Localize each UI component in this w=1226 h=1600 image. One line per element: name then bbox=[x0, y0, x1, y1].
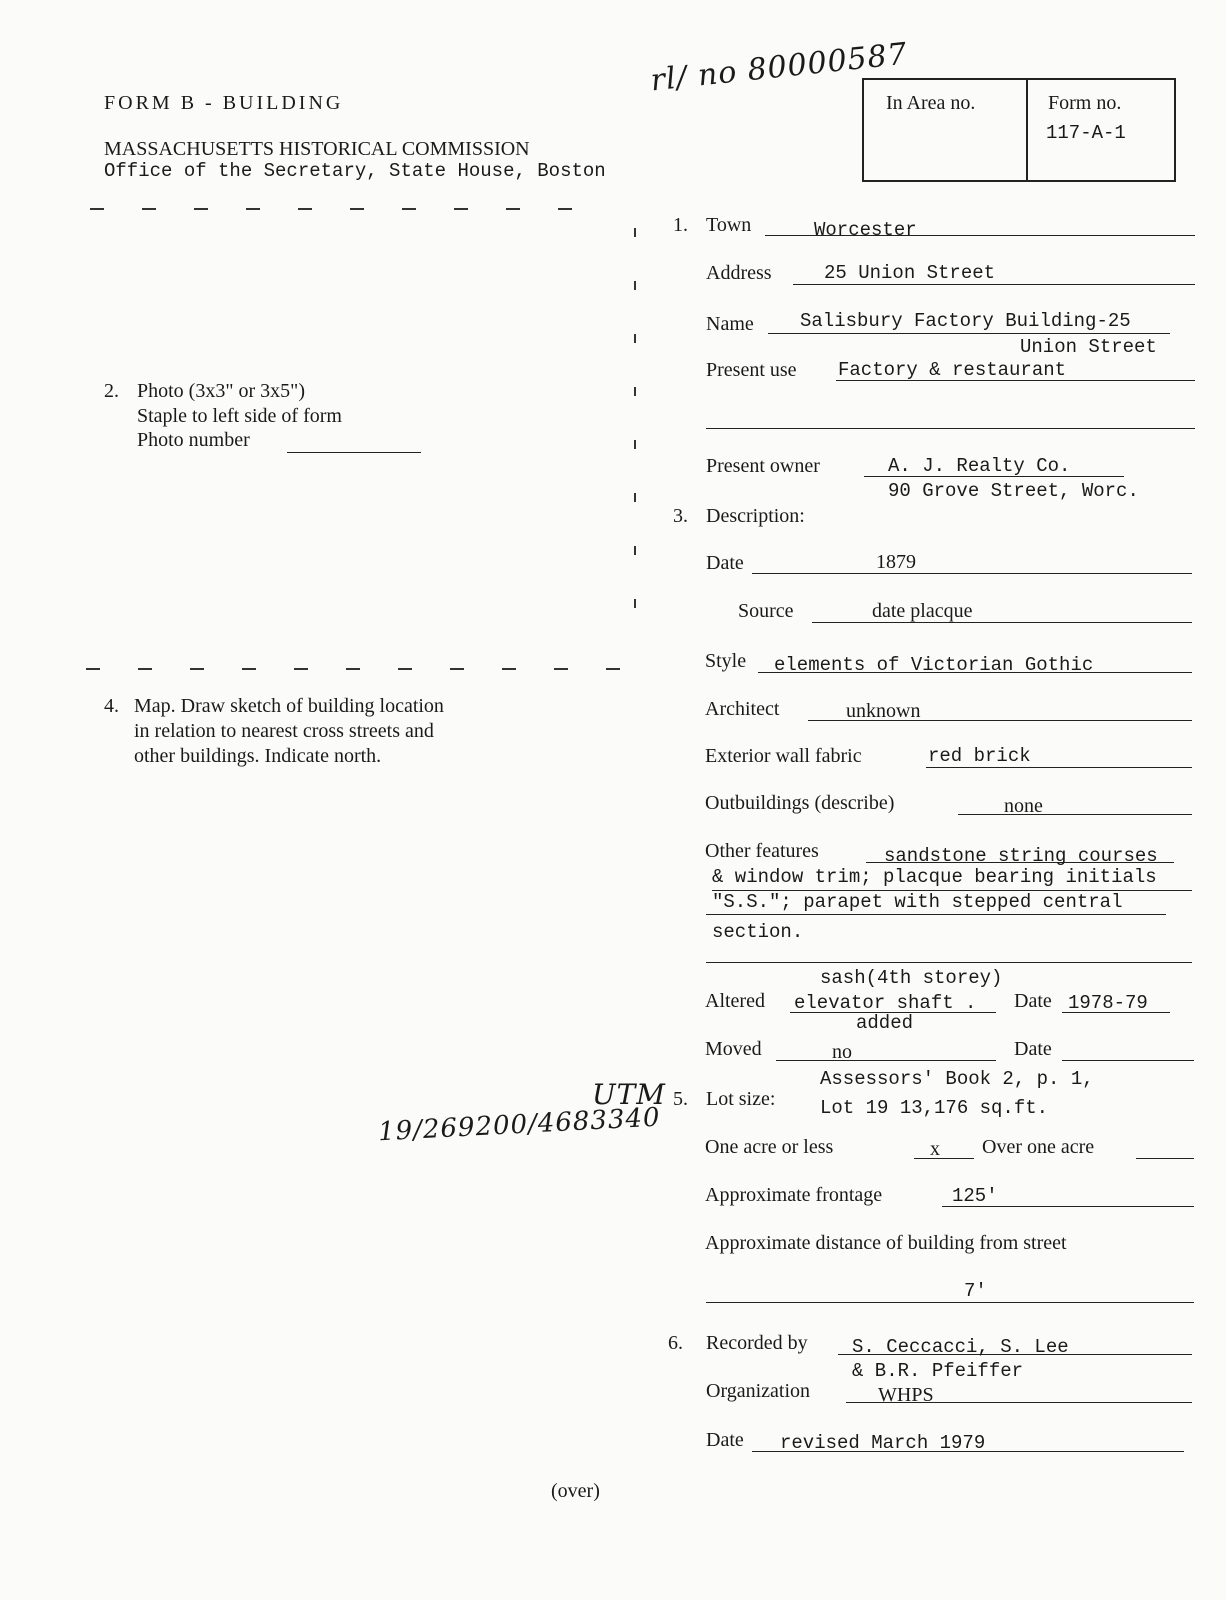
dash-segment bbox=[346, 668, 360, 670]
dash-segment bbox=[554, 668, 568, 670]
other-features-rule4 bbox=[706, 962, 1192, 963]
handwritten-annotation: rl/ no 80000587 bbox=[648, 36, 910, 99]
address-label: Address bbox=[706, 262, 772, 284]
record-date-label: Date bbox=[706, 1429, 744, 1451]
architect-value: unknown bbox=[846, 700, 921, 722]
photo-line3: Photo number bbox=[137, 429, 250, 451]
distance-label: Approximate distance of building from street bbox=[705, 1232, 1067, 1254]
one-acre-line bbox=[914, 1158, 974, 1159]
present-owner-address: 90 Grove Street, Worc. bbox=[888, 480, 1139, 502]
present-owner-value: A. J. Realty Co. bbox=[888, 455, 1071, 477]
wall-fabric-label: Exterior wall fabric bbox=[705, 745, 862, 767]
distance-line bbox=[706, 1302, 1194, 1303]
photo-line1: Photo (3x3" or 3x5") bbox=[137, 380, 305, 402]
form-label: Form no. bbox=[1048, 92, 1122, 114]
over-acre-line bbox=[1136, 1158, 1194, 1159]
dash-segment bbox=[454, 208, 468, 210]
outbuildings-value: none bbox=[1004, 795, 1043, 817]
altered-label: Altered bbox=[705, 990, 765, 1012]
map-number: 4. bbox=[104, 695, 119, 717]
dash-segment bbox=[558, 208, 572, 210]
map-line3: other buildings. Indicate north. bbox=[134, 745, 382, 767]
altered-date-value: 1978-79 bbox=[1068, 992, 1148, 1014]
recorded-by-label: Recorded by bbox=[706, 1332, 808, 1354]
altered-value-above: sash(4th storey) bbox=[820, 967, 1003, 989]
dash-segment bbox=[86, 668, 100, 670]
address-value: 25 Union Street bbox=[824, 262, 996, 284]
commission-name: MASSACHUSETTS HISTORICAL COMMISSION bbox=[104, 138, 530, 160]
over-acre-label: Over one acre bbox=[982, 1136, 1095, 1158]
dash-segment bbox=[90, 208, 104, 210]
dash-segment bbox=[634, 493, 636, 502]
organization-label: Organization bbox=[706, 1380, 811, 1402]
address-line bbox=[793, 284, 1195, 285]
utm-value: 19/269200/4683340 bbox=[377, 1102, 662, 1148]
form-title: FORM B - BUILDING bbox=[104, 92, 344, 114]
description-label: Description: bbox=[706, 505, 805, 527]
dash-segment bbox=[634, 546, 636, 555]
lot-size-label: Lot size: bbox=[706, 1088, 776, 1110]
dash-segment bbox=[138, 668, 152, 670]
altered-date-label: Date bbox=[1014, 990, 1052, 1012]
other-features-rule3 bbox=[706, 914, 1166, 915]
town-value: Worcester bbox=[814, 219, 917, 241]
photo-number-line bbox=[287, 452, 421, 453]
present-use-line2 bbox=[706, 428, 1195, 429]
dash-segment bbox=[190, 668, 204, 670]
dash-segment bbox=[298, 208, 312, 210]
map-line2: in relation to nearest cross streets and bbox=[134, 720, 434, 742]
altered-value: elevator shaft . bbox=[794, 992, 977, 1014]
dash-segment bbox=[606, 668, 620, 670]
style-label: Style bbox=[705, 650, 747, 672]
dash-segment bbox=[402, 208, 416, 210]
dash-segment bbox=[506, 208, 520, 210]
dash-segment bbox=[142, 208, 156, 210]
date-line bbox=[752, 573, 1192, 574]
other-features-line2: & window trim; placque bearing initials bbox=[712, 866, 1157, 888]
moved-line bbox=[776, 1060, 996, 1061]
date-label: Date bbox=[706, 552, 744, 574]
form-number: 117-A-1 bbox=[1046, 122, 1126, 144]
altered-value-below: added bbox=[856, 1012, 914, 1034]
other-features-value: sandstone string courses bbox=[884, 845, 1158, 867]
record-date-value: revised March 1979 bbox=[780, 1432, 986, 1454]
photo-line2: Staple to left side of form bbox=[137, 405, 342, 427]
dash-segment bbox=[634, 440, 636, 449]
lot-size-number: 5. bbox=[673, 1088, 688, 1110]
moved-date-line bbox=[1062, 1060, 1194, 1061]
dash-segment bbox=[246, 208, 260, 210]
frontage-label: Approximate frontage bbox=[705, 1184, 883, 1206]
area-label: In Area no. bbox=[886, 92, 976, 114]
name-value: Salisbury Factory Building-25 bbox=[800, 310, 1131, 332]
distance-value: 7' bbox=[964, 1280, 987, 1302]
other-features-label: Other features bbox=[705, 840, 819, 862]
one-acre-label: One acre or less bbox=[705, 1136, 834, 1158]
recorded-by-number: 6. bbox=[668, 1332, 683, 1354]
recorded-by-value2: & B.R. Pfeiffer bbox=[852, 1360, 1024, 1382]
description-number: 3. bbox=[673, 505, 688, 527]
present-use-value: Factory & restaurant bbox=[838, 359, 1067, 381]
outbuildings-line bbox=[958, 814, 1192, 815]
dash-segment bbox=[242, 668, 256, 670]
present-use-label: Present use bbox=[706, 359, 797, 381]
over-label: (over) bbox=[551, 1480, 600, 1502]
photo-number: 2. bbox=[104, 380, 119, 402]
source-line bbox=[812, 622, 1192, 623]
town-number: 1. bbox=[673, 214, 688, 236]
town-label: Town bbox=[706, 214, 752, 236]
dash-segment bbox=[634, 281, 636, 290]
dash-segment bbox=[294, 668, 308, 670]
dash-segment bbox=[634, 387, 636, 396]
architect-label: Architect bbox=[705, 698, 780, 720]
other-features-line3: "S.S."; parapet with stepped central bbox=[712, 891, 1123, 913]
organization-value: WHPS bbox=[878, 1384, 934, 1406]
name-label: Name bbox=[706, 313, 754, 335]
moved-label: Moved bbox=[705, 1038, 762, 1060]
name-line bbox=[768, 333, 1170, 334]
dash-segment bbox=[634, 334, 636, 343]
source-label: Source bbox=[738, 600, 794, 622]
wall-fabric-line bbox=[926, 767, 1192, 768]
style-value: elements of Victorian Gothic bbox=[774, 654, 1094, 676]
date-value: 1879 bbox=[876, 551, 916, 573]
moved-date-label: Date bbox=[1014, 1038, 1052, 1060]
dash-segment bbox=[634, 599, 636, 608]
dash-segment bbox=[194, 208, 208, 210]
office-address: Office of the Secretary, State House, Boston bbox=[104, 160, 606, 182]
dash-segment bbox=[450, 668, 464, 670]
one-acre-mark: x bbox=[930, 1138, 940, 1160]
dash-segment bbox=[502, 668, 516, 670]
recorded-by-value: S. Ceccacci, S. Lee bbox=[852, 1336, 1069, 1358]
lot-size-line2: Lot 19 13,176 sq.ft. bbox=[820, 1097, 1049, 1119]
utm-label: UTM bbox=[592, 1078, 666, 1111]
moved-value: no bbox=[832, 1041, 852, 1063]
box-divider bbox=[1026, 78, 1028, 180]
name-value-line2: Union Street bbox=[1020, 336, 1157, 358]
lot-size-line1: Assessors' Book 2, p. 1, bbox=[820, 1068, 1094, 1090]
other-features-line4: section. bbox=[712, 921, 804, 943]
wall-fabric-value: red brick bbox=[928, 745, 1031, 767]
dash-segment bbox=[350, 208, 364, 210]
dash-segment bbox=[398, 668, 412, 670]
frontage-value: 125' bbox=[952, 1185, 998, 1207]
source-value: date placque bbox=[872, 600, 973, 622]
present-owner-label: Present owner bbox=[706, 455, 820, 477]
map-line1: Map. Draw sketch of building location bbox=[134, 695, 444, 717]
dash-segment bbox=[634, 228, 636, 237]
outbuildings-label: Outbuildings (describe) bbox=[705, 792, 895, 814]
